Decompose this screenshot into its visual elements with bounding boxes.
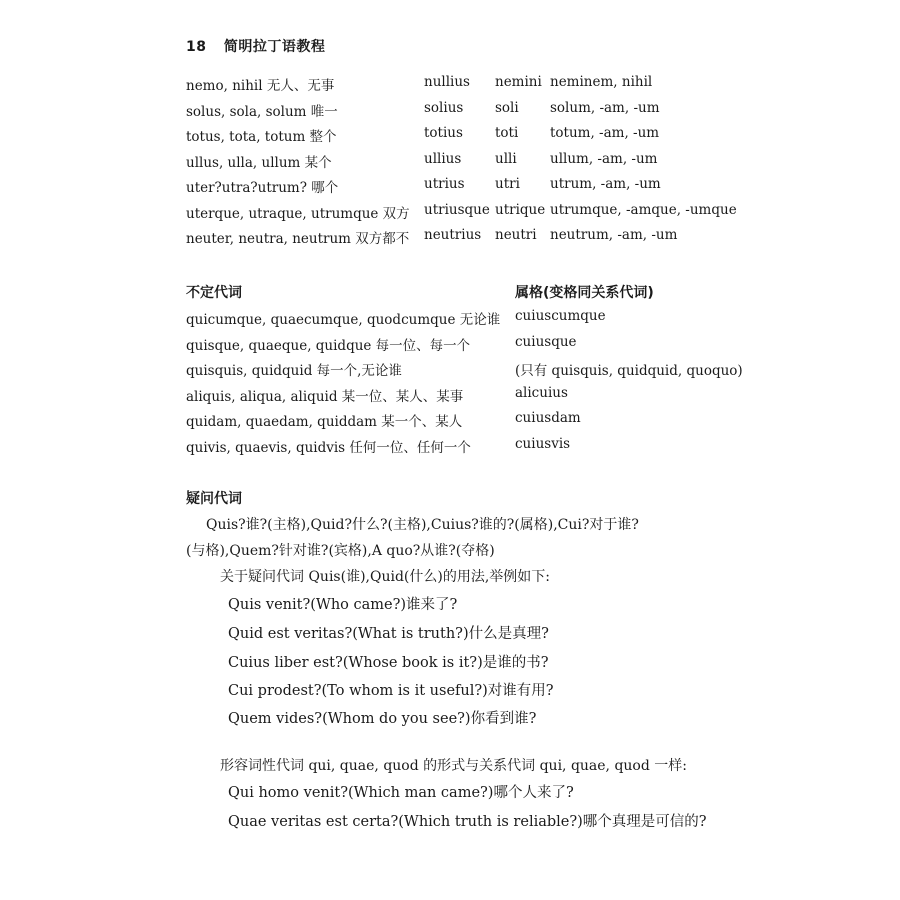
- usage-paragraph: 关于疑问代词 Quis(谁),Quid(什么)的用法,举例如下:: [220, 569, 551, 585]
- forms-cell: quisquis, quidquid 每一个,无论谁: [186, 363, 402, 379]
- page-header: [186, 36, 325, 56]
- genitive-cell: (只有 quisquis, quidquid, quoquo): [515, 363, 743, 379]
- table-row: [186, 100, 746, 126]
- example-sentence: Quae veritas est certa?(Which truth is reliable?)哪个真理是可信的?: [228, 814, 707, 830]
- adjective-pronoun-paragraph: 形容词性代词 qui, quae, quod 的形式与关系代词 qui, quae, quod 一样:: [220, 758, 687, 774]
- genitive-column-heading: 属格(变格同关系代词): [515, 285, 654, 301]
- intro-paragraph-line-1: Quis?谁?(主格),Quid?什么?(主格),Cuius?谁的?(属格),Cui?对于谁?: [206, 517, 639, 533]
- genitive-cell: utrius: [424, 176, 465, 192]
- page-number: 18: [186, 39, 207, 55]
- example-sentence: Cui prodest?(To whom is it useful?)对谁有用?: [228, 683, 554, 699]
- genitive-cell: utriusque: [424, 201, 490, 218]
- example-sentence: Cuius liber est?(Whose book is it?)是谁的书?: [228, 655, 549, 671]
- example-sentence: Quid est veritas?(What is truth?)什么是真理?: [228, 626, 549, 642]
- accusative-cell: ullum, -am, -um: [550, 150, 658, 167]
- accusative-cell: utrum, -am, -um: [550, 176, 661, 192]
- table-row: [186, 74, 746, 100]
- genitive-cell: nullius: [424, 74, 470, 90]
- indefinite-pronouns-heading: 不定代词: [186, 285, 242, 301]
- forms-cell: quisque, quaeque, quidque 每一位、每一个: [186, 337, 471, 354]
- nominative-cell: ullus, ulla, ullum 某个: [186, 154, 332, 171]
- forms-cell: quicumque, quaecumque, quodcumque 无论谁: [186, 312, 501, 328]
- genitive-cell: cuiusque: [515, 333, 577, 350]
- table-row: [186, 151, 746, 177]
- accusative-cell: neutrum, -am, -um: [550, 227, 678, 243]
- book-title: 简明拉丁语教程: [223, 39, 326, 55]
- accusative-cell: utrumque, -amque, -umque: [550, 201, 737, 218]
- dative-cell: utrique: [495, 201, 546, 218]
- accusative-cell: totum, -am, -um: [550, 125, 660, 141]
- pronominal-adjective-table: [186, 74, 746, 253]
- genitive-cell: totius: [424, 125, 463, 141]
- table-row: [186, 436, 746, 462]
- example-sentence: Quis venit?(Who came?)谁来了?: [228, 597, 458, 613]
- table-row: [186, 359, 746, 385]
- table-row: [186, 176, 746, 202]
- nominative-cell: solus, sola, solum 唯一: [186, 103, 338, 120]
- nominative-cell: uterque, utraque, utrumque 双方: [186, 205, 410, 222]
- genitive-cell: solius: [424, 99, 464, 116]
- dative-cell: utri: [495, 176, 520, 192]
- dative-cell: toti: [495, 125, 519, 141]
- nominative-cell: totus, tota, totum 整个: [186, 129, 337, 145]
- dative-cell: soli: [495, 99, 519, 116]
- dative-cell: ulli: [495, 150, 517, 167]
- nominative-cell: uter?utra?utrum? 哪个: [186, 180, 339, 196]
- genitive-cell: alicuius: [515, 384, 568, 401]
- interrogative-pronouns-heading: 疑问代词: [186, 491, 242, 507]
- dative-cell: neutri: [495, 227, 537, 243]
- forms-cell: quivis, quaevis, quidvis 任何一位、任何一个: [186, 439, 471, 456]
- table-row: [186, 334, 746, 360]
- accusative-cell: neminem, nihil: [550, 74, 653, 90]
- dative-cell: nemini: [495, 74, 542, 90]
- example-sentence: Qui homo venit?(Which man came?)哪个人来了?: [228, 785, 574, 801]
- genitive-cell: neutrius: [424, 227, 482, 243]
- table-row: [186, 125, 746, 151]
- nominative-cell: neuter, neutra, neutrum 双方都不: [186, 231, 410, 247]
- intro-paragraph-line-2: (与格),Quem?针对谁?(宾格),A quo?从谁?(夺格): [186, 543, 495, 559]
- genitive-cell: cuiusvis: [515, 435, 571, 452]
- accusative-cell: solum, -am, -um: [550, 99, 660, 116]
- table-row: [186, 202, 746, 228]
- genitive-cell: ullius: [424, 150, 462, 167]
- table-row: [186, 308, 746, 334]
- indefinite-pronoun-table: [186, 308, 746, 461]
- nominative-cell: nemo, nihil 无人、无事: [186, 78, 335, 94]
- table-row: [186, 410, 746, 436]
- genitive-cell: cuiuscumque: [515, 308, 606, 324]
- table-row: [186, 227, 746, 253]
- example-sentence: Quem vides?(Whom do you see?)你看到谁?: [228, 711, 537, 727]
- forms-cell: aliquis, aliqua, aliquid 某一位、某人、某事: [186, 388, 464, 405]
- genitive-cell: cuiusdam: [515, 410, 581, 426]
- forms-cell: quidam, quaedam, quiddam 某一个、某人: [186, 414, 463, 430]
- table-row: [186, 385, 746, 411]
